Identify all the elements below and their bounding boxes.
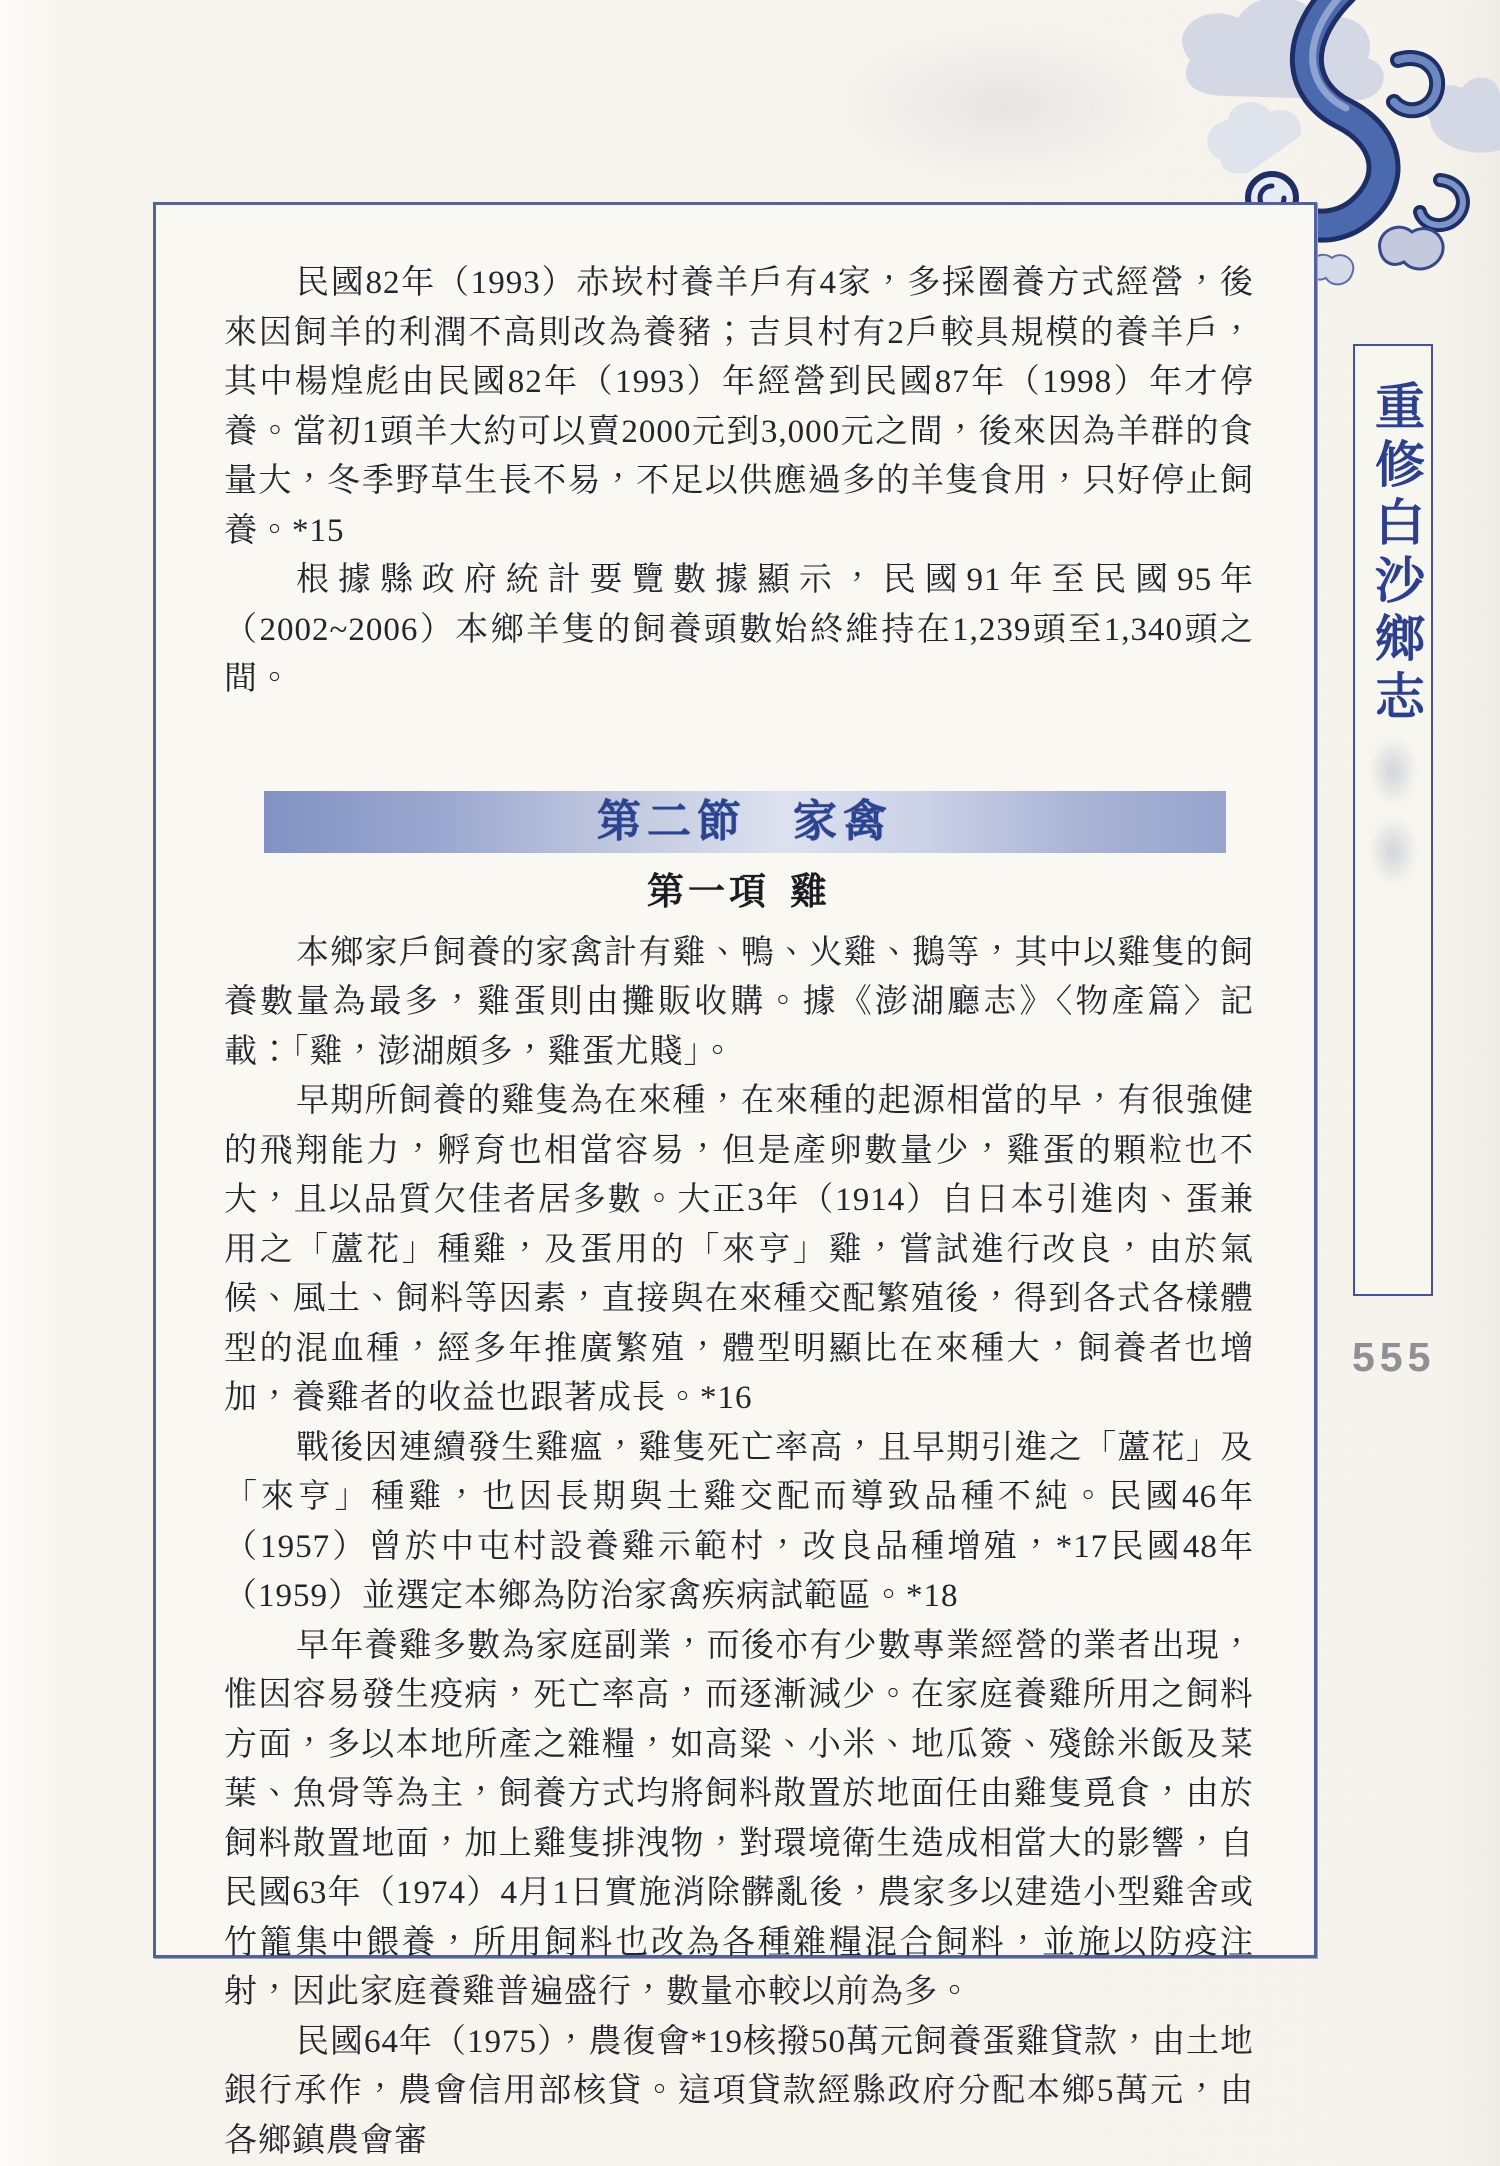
section-header-banner <box>264 791 1226 853</box>
page-number: 555 <box>1352 1334 1436 1380</box>
paragraph: 早期所飼養的雞隻為在來種，在來種的起源相當的早，有很強健的飛翔能力，孵育也相當容易，但是產卵數量少，雞蛋的顆粒也不大，且以品質欠佳者居多數。大正3年（1914）自日本引進肉、蛋兼用之「蘆花」種雞，及蛋用的「來亨」雞，嘗試進行改良，由於氣候、風土、飼料等因素，直接與在來種交配繁殖後，得到各式各樣體型的混血種，經多年推廣繁殖，體型明顯比在來種大，飼養者也增加，養雞者的收益也跟著成長。*16 <box>224 1083 1254 1417</box>
paragraph: 戰後因連續發生雞瘟，雞隻死亡率高，且早期引進之「蘆花」及「來亨」種雞，也因長期與土雞交配而導致品種不純。民國46年（1957）曾於中屯村設養雞示範村，改良品種增殖，*17民國48年（1959）並選定本鄉為防治家禽疾病試範區。*18 <box>224 1429 1254 1615</box>
text-column <box>224 259 1254 2166</box>
section-label: 第二節 <box>597 796 747 846</box>
paragraph: 民國82年（1993）赤崁村養羊戶有4家，多採圈養方式經營，後來因飼羊的利潤不高則改為養豬；吉貝村有2戶較具規模的養羊戶，其中楊煌彪由民國82年（1993）年經營到民國87年（1998）年才停養。當初1頭羊大約可以賣2000元到3,000元之間，後來因為羊群的食量大，冬季野草生長不易，不足以供應過多的羊隻食用，只好停止飼養。*15 <box>224 265 1254 549</box>
paragraph: 早年養雞多數為家庭副業，而後亦有少數專業經營的業者出現，惟因容易發生疫病，死亡率高，而逐漸減少。在家庭養雞所用之飼料方面，多以本地所產之雜糧，如高粱、小米、地瓜簽、殘餘米飯及菜葉、魚骨等為主，飼養方式均將飼料散置於地面任由雞隻覓食，由於飼料散置地面，加上雞隻排洩物，對環境衛生造成相當大的影響，自民國63年（1974）4月1日實施消除髒亂後，農家多以建造小型雞舍或竹籠集中餵養，所用飼料也改為各種雜糧混合飼料，並施以防疫注射，因此家庭養雞普遍盛行，數量亦較以前為多。 <box>224 1627 1254 2011</box>
paragraph: 根據縣政府統計要覽數據顯示，民國91年至民國95年（2002~2006）本鄉羊隻的飼養頭數始終維持在1,239頭至1,340頭之間。 <box>224 562 1254 697</box>
bleed-through-smudge <box>1369 736 1417 806</box>
subsection-header <box>224 871 1254 915</box>
content-frame <box>153 202 1317 2159</box>
subsection-title: 雞 <box>790 871 831 913</box>
book-title-box <box>1353 344 1433 1296</box>
paragraph: 民國64年（1975），農復會*19核撥50萬元飼養蛋雞貸款，由土地銀行承作，農會信用部核貸。這項貸款經縣政府分配本鄉5萬元，由各鄉鎮農會審 <box>224 2023 1254 2159</box>
book-title-vertical: 重修白沙鄉志 <box>1368 380 1424 728</box>
bleed-through-smudge <box>840 30 1170 180</box>
section-title: 家禽 <box>793 796 893 846</box>
paragraph: 本鄉家戶飼養的家禽計有雞、鴨、火雞、鵝等，其中以雞隻的飼養數量為最多，雞蛋則由攤販收購。據《澎湖廳志》〈物產篇〉記載：「雞，澎湖頗多，雞蛋尤賤」。 <box>224 934 1254 1070</box>
subsection-label: 第一項 <box>647 871 770 913</box>
bleed-through-smudge <box>1369 816 1417 886</box>
